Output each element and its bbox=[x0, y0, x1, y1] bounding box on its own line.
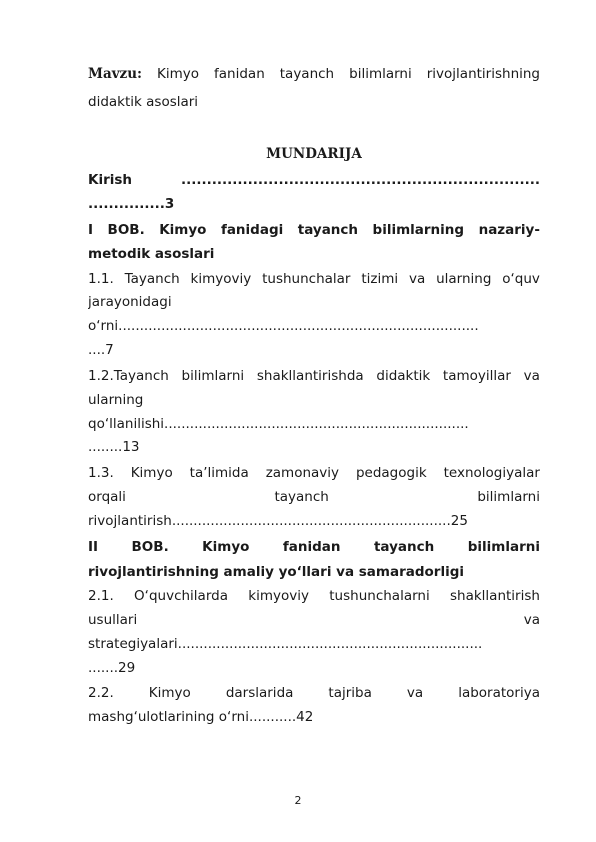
toc-word: orqali bbox=[88, 489, 126, 505]
toc-word: usullari bbox=[88, 612, 138, 628]
toc-word: Kimyo bbox=[130, 465, 173, 481]
toc-word: bilimlarni bbox=[477, 489, 540, 505]
topic-word: bilimlarni bbox=[349, 66, 412, 82]
toc-section-1-3-line-3: rivojlantirish.................................................................25 bbox=[88, 513, 468, 529]
toc-section-1-2[interactable] bbox=[88, 366, 540, 386]
toc-word: 1.1. bbox=[88, 271, 114, 287]
toc-section-1-1-line-3: o‘rni.................................................................................... bbox=[88, 318, 479, 334]
toc-word: o‘quv bbox=[502, 271, 540, 287]
toc-word: shakllantirishda bbox=[256, 368, 364, 384]
toc-heading: MUNDARIJA bbox=[266, 146, 362, 162]
toc-word: tizimi bbox=[361, 271, 399, 287]
toc-section-2-2-line-2: mashg‘ulotlarining o‘rni...........42 bbox=[88, 709, 314, 725]
toc-word: shakllantirish bbox=[450, 588, 540, 604]
toc-word: va bbox=[523, 368, 540, 384]
toc-word: tajriba bbox=[328, 685, 372, 701]
topic-word: tayanch bbox=[279, 66, 335, 82]
toc-word: bilimlarni bbox=[181, 368, 245, 384]
toc-word: tushunchalarni bbox=[329, 588, 430, 604]
toc-word: 2.2. bbox=[88, 685, 114, 701]
toc-word: Kimyo bbox=[148, 685, 191, 701]
toc-word: II bbox=[88, 539, 99, 555]
toc-chapter-1-line-2: metodik asoslari bbox=[88, 246, 215, 262]
toc-word: darslarida bbox=[225, 685, 294, 701]
toc-word: O‘quvchilarda bbox=[134, 588, 228, 604]
toc-word: tushunchalar bbox=[262, 271, 351, 287]
toc-word: BOB. bbox=[107, 222, 145, 238]
toc-section-1-3-line-2 bbox=[88, 487, 540, 507]
toc-word: fanidagi bbox=[220, 222, 284, 238]
toc-word: didaktik bbox=[376, 368, 431, 384]
toc-word: bilimlarning bbox=[372, 222, 465, 238]
toc-section-2-1-line-3: strategiyalari....................................................................... bbox=[88, 636, 483, 652]
topic-word: rivojlantirishning bbox=[426, 66, 540, 82]
toc-section-1-2-page: ........13 bbox=[88, 439, 140, 455]
toc-word: nazariy- bbox=[478, 222, 540, 238]
toc-word: va bbox=[523, 612, 540, 628]
toc-word: kimyoviy bbox=[190, 271, 252, 287]
toc-word: tayanch bbox=[297, 222, 359, 238]
toc-section-1-2-line-3: qo‘llanilishi....................................................................... bbox=[88, 416, 469, 432]
toc-section-1-1[interactable] bbox=[88, 269, 540, 289]
toc-word: tayanch bbox=[373, 539, 435, 555]
toc-word: bilimlarni bbox=[467, 539, 540, 555]
toc-word: I bbox=[88, 222, 94, 238]
toc-word: Tayanch bbox=[124, 271, 180, 287]
toc-word: zamonaviy bbox=[265, 465, 340, 481]
toc-word: 1.3. bbox=[88, 465, 114, 481]
toc-chapter-2[interactable] bbox=[88, 537, 540, 557]
toc-section-2-1[interactable] bbox=[88, 586, 540, 606]
toc-word: tayanch bbox=[274, 489, 329, 505]
toc-word: ta’limida bbox=[189, 465, 249, 481]
topic-line-2: didaktik asoslari bbox=[88, 94, 199, 110]
toc-word: ularning bbox=[436, 271, 492, 287]
topic-label: Mavzu: bbox=[88, 66, 142, 82]
topic-word: Kimyo bbox=[157, 66, 200, 82]
toc-word: texnologiyalar bbox=[443, 465, 540, 481]
toc-section-1-2-line-2: ularning bbox=[88, 392, 144, 408]
toc-entry-kirish-page: ...............3 bbox=[88, 196, 175, 212]
topic-word: fanidan bbox=[214, 66, 265, 82]
toc-word: tamoyillar bbox=[442, 368, 511, 384]
toc-chapter-1[interactable] bbox=[88, 220, 540, 240]
toc-entry-kirish[interactable] bbox=[88, 170, 540, 190]
toc-section-2-1-line-2 bbox=[88, 610, 540, 630]
toc-dots: ...................................................................... bbox=[181, 172, 540, 188]
toc-word: pedagogik bbox=[355, 465, 427, 481]
toc-section-2-1-page: .......29 bbox=[88, 660, 136, 676]
toc-word: va bbox=[406, 685, 424, 701]
toc-word: va bbox=[408, 271, 426, 287]
toc-word: fanidan bbox=[282, 539, 341, 555]
toc-word: kimyoviy bbox=[248, 588, 309, 604]
toc-word: 1.2.Tayanch bbox=[88, 368, 169, 384]
toc-chapter-2-line-2: rivojlantirishning amaliy yo‘llari va samaradorligi bbox=[88, 564, 464, 580]
toc-word: 2.1. bbox=[88, 588, 114, 604]
toc-section-2-2[interactable] bbox=[88, 683, 540, 703]
toc-entry-label: Kirish bbox=[88, 172, 133, 188]
toc-section-1-3[interactable] bbox=[88, 463, 540, 483]
toc-word: laboratoriya bbox=[458, 685, 540, 701]
page-number: 2 bbox=[294, 794, 302, 807]
toc-word: Kimyo bbox=[159, 222, 207, 238]
toc-section-1-1-line-2: jarayonidagi bbox=[88, 294, 172, 310]
topic-line-1 bbox=[88, 64, 540, 84]
toc-section-1-1-page: ....7 bbox=[88, 342, 114, 358]
toc-word: Kimyo bbox=[202, 539, 250, 555]
toc-word: BOB. bbox=[131, 539, 169, 555]
